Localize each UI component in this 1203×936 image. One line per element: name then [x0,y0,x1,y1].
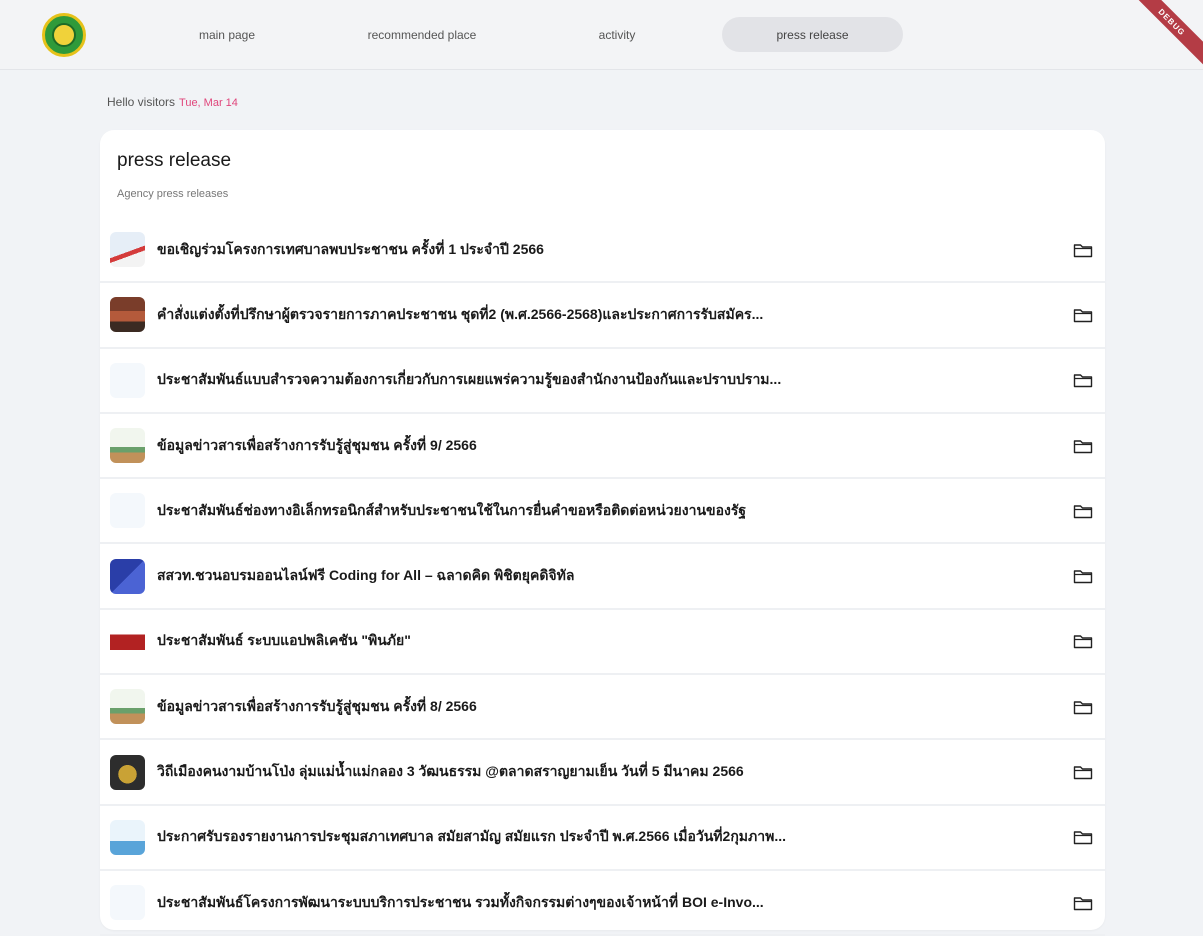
press-release-thumbnail [110,428,145,463]
nav-activity[interactable]: activity [598,27,636,42]
press-release-title: ประชาสัมพันธ์โครงการพัฒนาระบบบริการประชาชน รวมทั้งกิจกรรมต่างๆของเจ้าหน้าที่ BOI e-Invo... [157,893,764,910]
press-release-row[interactable] [100,675,1105,740]
press-release-thumbnail [110,755,145,790]
press-release-row[interactable] [100,871,1105,936]
current-date: Tue, Mar 14 [179,97,238,109]
nav-press-release[interactable]: press release [722,17,903,52]
press-release-title: ประกาศรับรองรายงานการประชุมสภาเทศบาล สมัยสามัญ สมัยแรก ประจำปี พ.ศ.2566 เมื่อวันที่2กุมภาพ... [157,828,787,845]
press-release-card [100,130,1105,930]
logo-emblem [52,23,76,47]
press-release-row[interactable] [100,218,1105,283]
folder-icon[interactable] [1073,895,1093,911]
press-release-title: คำสั่งแต่งตั้งที่ปรึกษาผู้ตรวจรายการภาคประชาชน ชุดที่2 (พ.ศ.2566-2568)และประกาศการรับสมัคร... [157,305,764,322]
press-release-title: ประชาสัมพันธ์ ระบบแอปพลิเคชัน "พินภัย" [157,632,411,649]
press-release-title: ข้อมูลข่าวสารเพื่อสร้างการรับรู้สู่ชุมชน ครั้งที่ 9/ 2566 [157,436,477,453]
page-subtitle: Agency press releases [117,188,229,200]
press-release-thumbnail [110,624,145,659]
press-release-row[interactable] [100,806,1105,871]
folder-icon[interactable] [1073,307,1093,323]
debug-banner: DEBUG [1120,0,1203,74]
press-release-row[interactable] [100,544,1105,609]
page-title: press release [117,150,232,171]
press-release-thumbnail [110,297,145,332]
press-release-thumbnail [110,493,145,528]
press-release-title: วิถีเมืองคนงามบ้านโป่ง ลุ่มแม่น้ำแม่กลอง 3 วัฒนธรรม @ตลาดสราญยามเย็น วันที่ 5 มีนาคม 2566 [157,763,744,780]
press-release-row[interactable] [100,349,1105,414]
press-release-title: ประชาสัมพันธ์ช่องทางอิเล็กทรอนิกส์สำหรับประชาชนใช้ในการยื่นคำขอหรือติดต่อหน่วยงานของรัฐ [157,501,747,518]
municipality-logo[interactable] [42,13,86,57]
press-release-title: สสวท.ชวนอบรมออนไลน์ฟรี Coding for All – ฉลาดคิด พิชิตยุคดิจิทัล [157,567,575,584]
folder-icon[interactable] [1073,503,1093,519]
folder-icon[interactable] [1073,829,1093,845]
press-release-thumbnail [110,363,145,398]
folder-icon[interactable] [1073,633,1093,649]
press-release-thumbnail [110,689,145,724]
press-release-row[interactable] [100,610,1105,675]
folder-icon[interactable] [1073,699,1093,715]
press-release-list [100,218,1105,936]
press-release-thumbnail [110,559,145,594]
press-release-row[interactable] [100,479,1105,544]
folder-icon[interactable] [1073,438,1093,454]
press-release-row[interactable] [100,740,1105,805]
folder-icon[interactable] [1073,372,1093,388]
press-release-title: ประชาสัมพันธ์แบบสำรวจความต้องการเกี่ยวกับการเผยแพร่ความรู้ของสำนักงานป้องกันและปราบปราม... [157,371,782,388]
press-release-thumbnail [110,820,145,855]
press-release-row[interactable] [100,414,1105,479]
folder-icon[interactable] [1073,764,1093,780]
press-release-title: ข้อมูลข่าวสารเพื่อสร้างการรับรู้สู่ชุมชน ครั้งที่ 8/ 2566 [157,697,477,714]
folder-icon[interactable] [1073,242,1093,258]
top-navigation-bar [0,0,1203,70]
greeting [107,95,238,109]
press-release-thumbnail [110,232,145,267]
nav-main-page[interactable]: main page [198,27,256,42]
folder-icon[interactable] [1073,568,1093,584]
greeting-text: Hello visitors [107,95,176,109]
nav-recommended-place[interactable]: recommended place [367,27,477,42]
press-release-thumbnail [110,885,145,920]
press-release-title: ขอเชิญร่วมโครงการเทศบาลพบประชาชน ครั้งที่ 1 ประจำปี 2566 [157,240,544,257]
press-release-row[interactable] [100,283,1105,348]
